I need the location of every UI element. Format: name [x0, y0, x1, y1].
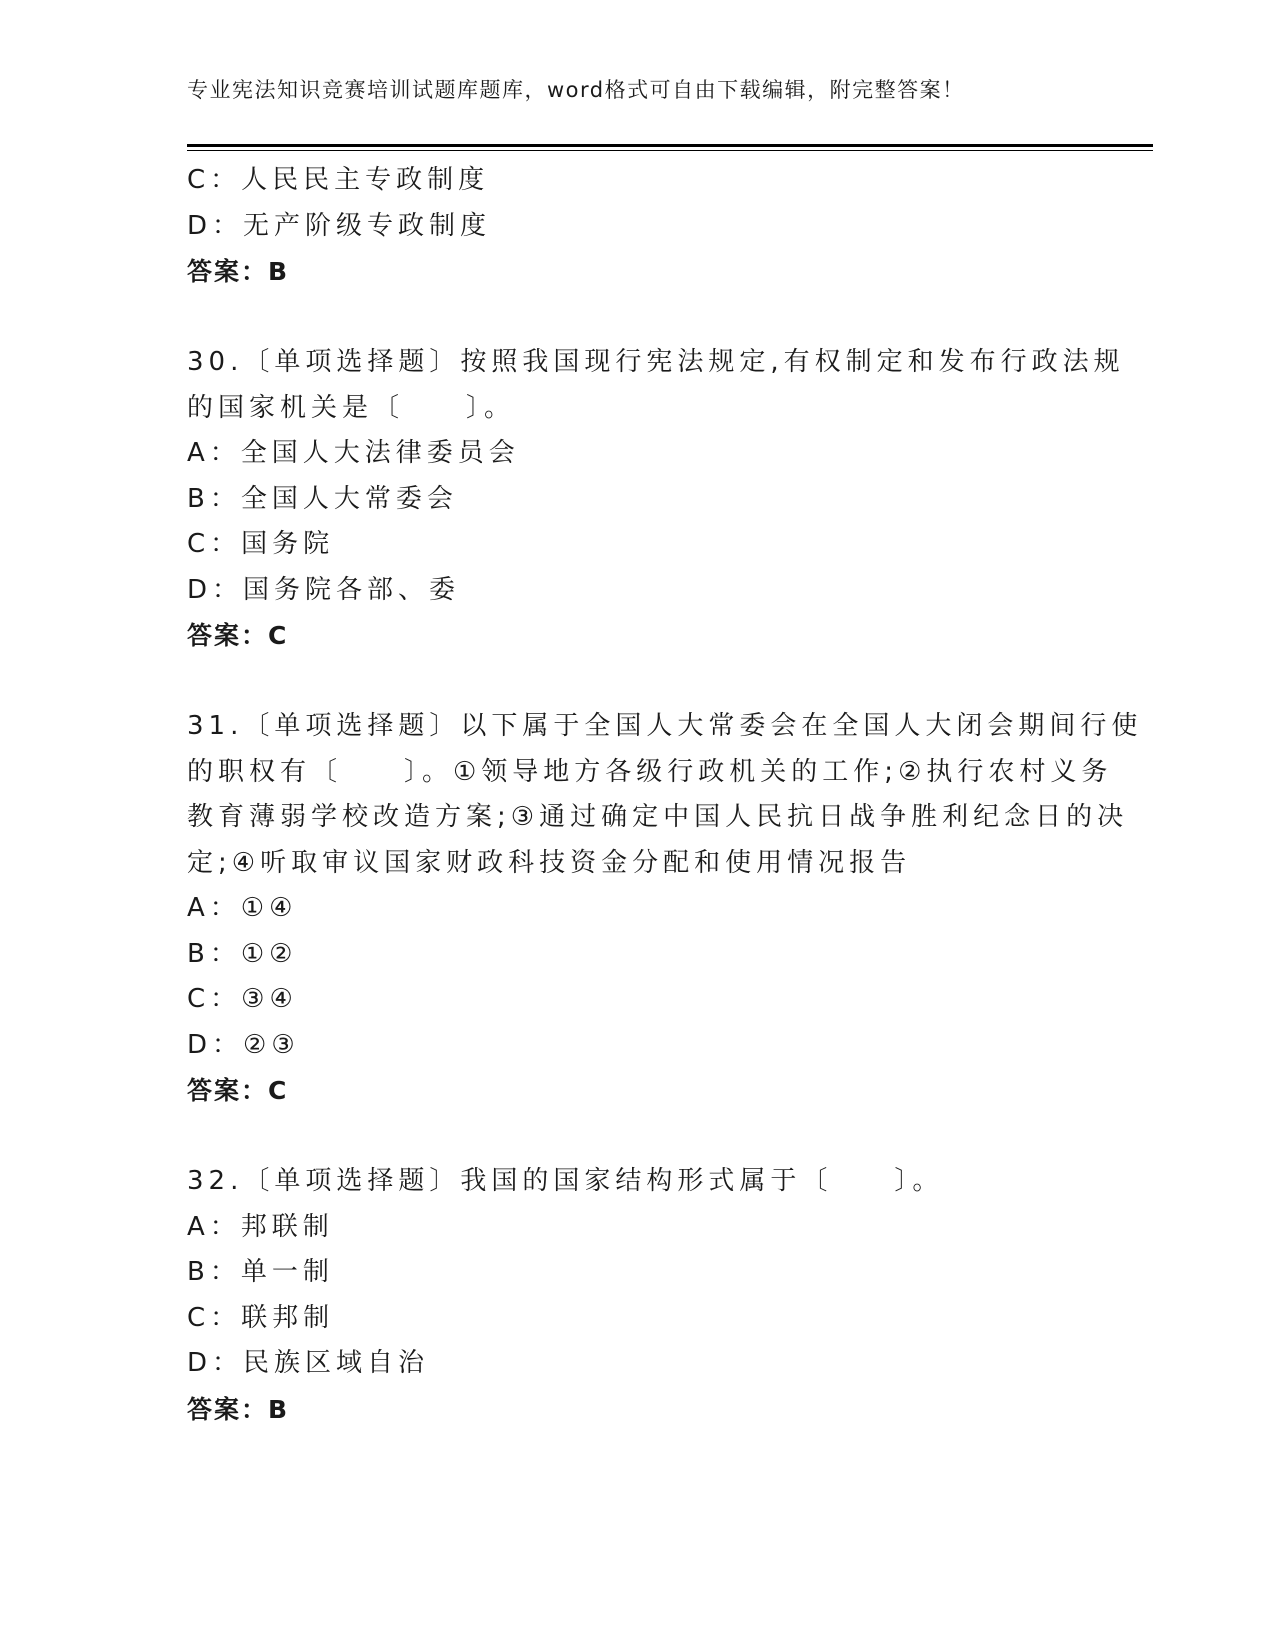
option-d: D：国务院各部、委: [187, 574, 461, 605]
question-32: [187, 1159, 1087, 1432]
spacer: [187, 295, 1087, 341]
page-header: 专业宪法知识竞赛培训试题库题库，word格式可自由下载编辑，附完整答案！: [187, 78, 965, 102]
option-c: C：联邦制: [187, 1302, 335, 1333]
question-stem-line: 定;④听取审议国家财政科技资金分配和使用情况报告: [187, 847, 912, 878]
spacer: [187, 1114, 1087, 1160]
question-list: [187, 158, 1143, 1432]
question-stem-line: 31.〔单项选择题〕以下属于全国人大常委会在全国人大闭会期间行使: [187, 711, 1143, 741]
question-30: [187, 340, 1125, 659]
question-stem-line: 的职权有〔 〕。①领导地方各级行政机关的工作;②执行农村义务: [187, 756, 1113, 787]
question-stem-line: 30.〔单项选择题〕按照我国现行宪法规定,有权制定和发布行政法规: [187, 347, 1125, 377]
option-d: D：②③: [187, 1029, 300, 1060]
header-rule-thick: [187, 144, 1153, 147]
question-29-tail: [187, 158, 1087, 295]
option-c: C：人民民主专政制度: [187, 165, 490, 195]
option-b: B：单一制: [187, 1257, 334, 1287]
spacer: [187, 659, 1087, 705]
option-c: C：③④: [187, 984, 298, 1014]
header-rule-thin: [187, 150, 1153, 151]
question-31: [187, 704, 1143, 1114]
option-b: B：①②: [187, 938, 298, 969]
question-stem-line: 的国家机关是〔 〕。: [187, 392, 516, 423]
answer: 答案：B: [187, 1394, 290, 1424]
option-a: A：全国人大法律委员会: [187, 438, 520, 468]
option-c: C：国务院: [187, 529, 335, 559]
option-d: D：民族区域自治: [187, 1348, 430, 1378]
answer: 答案：C: [187, 621, 289, 650]
option-a: A：邦联制: [187, 1211, 334, 1242]
option-a: A：①④: [187, 893, 298, 923]
question-stem-line: 32.〔单项选择题〕我国的国家结构形式属于〔 〕。: [187, 1166, 944, 1196]
answer: 答案：B: [187, 257, 290, 286]
answer: 答案：C: [187, 1076, 289, 1105]
option-d: D：无产阶级专政制度: [187, 210, 492, 241]
option-b: B：全国人大常委会: [187, 483, 458, 514]
question-stem-line: 教育薄弱学校改造方案;③通过确定中国人民抗日战争胜利纪念日的决: [187, 802, 1129, 832]
